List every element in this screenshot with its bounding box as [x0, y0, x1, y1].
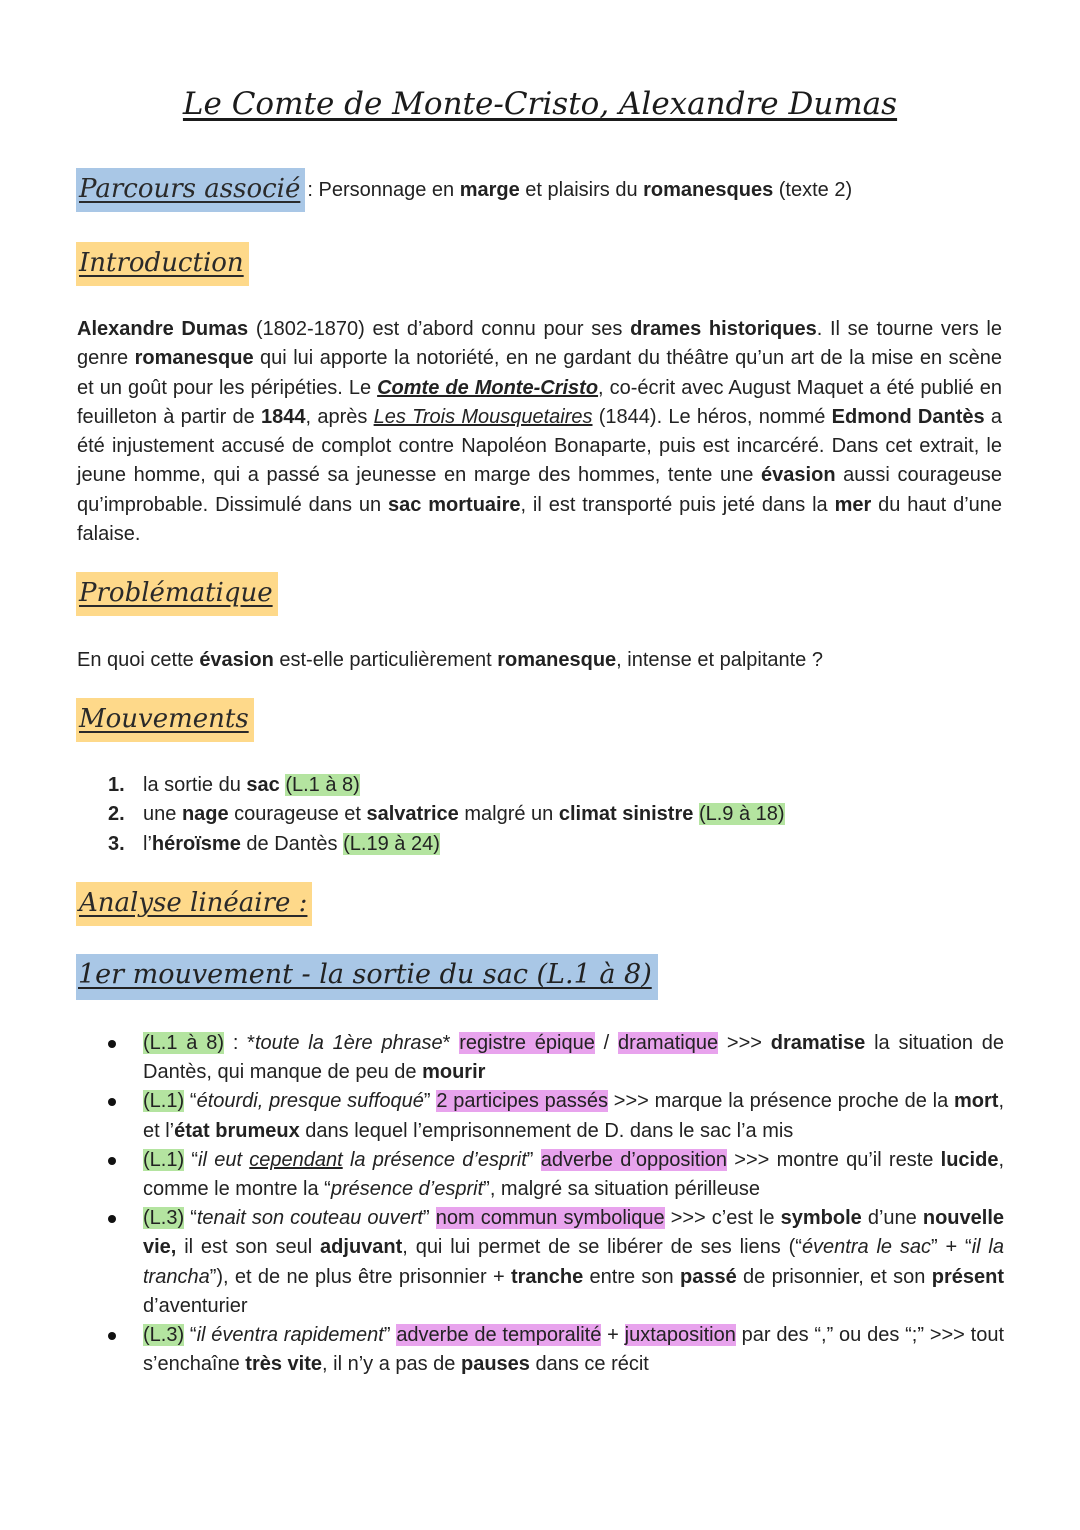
movement-1-heading: 1er mouvement - la sortie du sac (L.1 à 8)	[76, 954, 658, 1000]
bold-text: Edmond Dantès	[831, 405, 985, 428]
bold-text: sac	[246, 774, 280, 796]
bold-text: lucide	[940, 1148, 999, 1171]
text-run: +	[601, 1324, 625, 1347]
text-run: (1844). Le héros, nommé	[592, 405, 832, 428]
introduction-heading: Introduction	[76, 242, 249, 286]
text-run: ”	[526, 1148, 541, 1171]
text-run: est-elle particulièrement	[273, 649, 498, 671]
bold-text: évasion	[761, 464, 836, 487]
bold-text: passé	[679, 1265, 737, 1288]
text-run: “	[184, 1207, 197, 1230]
bold-text: mourir	[422, 1061, 486, 1084]
mouvement-text	[143, 830, 440, 859]
italic-text: présence d’esprit	[330, 1178, 484, 1201]
text-run: d’aventurier	[143, 1294, 248, 1317]
bold-text: état brumeux	[174, 1119, 300, 1142]
bullet-dot-icon	[108, 1157, 116, 1165]
bold-text: très vite	[245, 1353, 323, 1376]
italic-text: étourdi, presque suffoqué	[196, 1090, 424, 1113]
text-run: , co-écrit avec August Maquet a été publié en feuilleton à partir de	[77, 376, 1002, 428]
text-run: : *	[224, 1032, 255, 1054]
mouvement-item	[108, 800, 1008, 829]
text-run: “	[184, 1324, 197, 1347]
text-run: d’une	[861, 1207, 923, 1230]
text-run: de prisonnier, et son	[736, 1265, 932, 1288]
bold-text: climat sinistre	[558, 803, 694, 826]
parcours-line	[76, 168, 1036, 212]
line-reference-highlight: (L.1 à 8)	[143, 1032, 224, 1054]
text-run: >>> montre qu’il reste	[727, 1148, 941, 1171]
bold-text: Alexandre Dumas	[77, 318, 249, 340]
bold-text: tranche	[510, 1265, 584, 1288]
analyse-bullet-list	[108, 1029, 1004, 1379]
text-run: la situation de Dantès, qui manque de peu de	[143, 1032, 1004, 1084]
text-run: a été injustement accusé de complot contre Napoléon Bonaparte, puis est incarcéré. Dans cet extrait, le jeune homme, qui a passé sa jeunesse en marge des hommes, tente une	[77, 405, 1002, 487]
bold-text: mort	[953, 1090, 999, 1113]
italic-text: il éventra rapidement	[196, 1324, 384, 1347]
text-run: En quoi cette	[77, 649, 200, 671]
text-run: “	[184, 1148, 199, 1171]
text-run: dans lequel l’emprisonnement de D. dans le sac l’a mis	[299, 1119, 794, 1142]
line-reference-highlight: dramatique	[618, 1032, 719, 1054]
list-number: 1.	[108, 774, 125, 796]
line-reference-highlight: juxtaposition	[624, 1324, 736, 1347]
bold-text: mer	[834, 493, 872, 516]
mouvement-item	[108, 830, 1008, 859]
bold-text: nouvelle vie,	[143, 1207, 1004, 1259]
text-run: ”), et de ne plus être prisonnier +	[209, 1265, 511, 1288]
bold-text: pauses	[460, 1353, 530, 1376]
italic-text: Les Trois Mousquetaires	[373, 405, 593, 428]
mouvements-list	[108, 771, 1008, 859]
text-run: par des “,” ou des “;” >>> tout s’enchaîne	[143, 1324, 1005, 1376]
text-run: ”	[423, 1207, 436, 1230]
mouvement-text	[143, 771, 360, 800]
list-number: 2.	[108, 803, 125, 826]
text-run: de Dantès	[240, 832, 344, 855]
text-run: *	[442, 1032, 460, 1054]
bold-text: romanesque	[497, 649, 617, 671]
bold-text: drames historiques	[630, 318, 817, 340]
italic-text: toute la 1ère phrase	[254, 1032, 443, 1054]
analyse-bullet-item	[108, 1029, 1004, 1087]
mouvements-heading: Mouvements	[76, 698, 254, 742]
bold-text: symbole	[780, 1207, 862, 1230]
text-run: malgré un	[458, 803, 559, 826]
text-run: /	[594, 1032, 619, 1054]
parcours-text: : Personnage en marge et plaisirs du romanesques (texte 2)	[307, 179, 853, 202]
italic-text: il eut	[198, 1148, 250, 1171]
bold-text: nage	[181, 803, 229, 826]
text-run: “	[184, 1090, 197, 1113]
bold-text: 1844	[261, 405, 306, 428]
text-run: qui lui apporte la notoriété, en ne gardant du théâtre qu’un art de la mise en scène et un goût pour les péripéties. Le	[77, 347, 1002, 399]
bold-text: Comte de Monte-Cristo	[377, 376, 599, 399]
text-run: ”, malgré sa situation périlleuse	[483, 1178, 760, 1201]
line-reference-highlight: adverbe de temporalité	[396, 1324, 602, 1347]
text-run: >>>	[718, 1032, 771, 1054]
bold-text: évasion	[199, 649, 274, 671]
line-reference-highlight: registre épique	[459, 1032, 595, 1054]
text-run: , il est transporté puis jeté dans la	[520, 493, 835, 516]
text-run: dans ce récit	[529, 1353, 649, 1376]
analyse-bullet-item	[108, 1321, 1004, 1379]
text-run: ”	[383, 1324, 397, 1347]
line-reference-highlight: (L.9 à 18)	[698, 803, 785, 826]
bold-text: héroïsme	[151, 832, 241, 855]
introduction-paragraph	[77, 315, 1002, 549]
text-run: (1802-1870) est d’abord connu pour ses	[248, 318, 631, 340]
bold-text: sac mortuaire	[388, 493, 521, 516]
bold-text: présent	[931, 1265, 1004, 1288]
line-reference-highlight: (L.1 à 8)	[285, 774, 360, 796]
list-number: 3.	[108, 832, 125, 855]
problematique-heading: Problématique	[76, 572, 278, 616]
text-run: entre son	[583, 1265, 680, 1288]
bold-text: dramatise	[770, 1032, 866, 1054]
text-run: . Il se tourne vers le genre	[77, 318, 1002, 370]
line-reference-highlight: (L.19 à 24)	[343, 832, 440, 855]
line-reference-highlight: 2 participes passés	[436, 1090, 608, 1113]
text-run: ” + “	[931, 1236, 972, 1259]
mouvement-item	[108, 771, 1008, 800]
analyse-bullet-item	[108, 1087, 1004, 1145]
text-run: courageuse et	[228, 803, 367, 826]
line-reference-highlight: nom commun symbolique	[435, 1207, 665, 1230]
analyse-bullet-item	[108, 1204, 1004, 1321]
italic-text: la présence d’esprit	[342, 1148, 527, 1171]
italic-text: éventra le sac	[801, 1236, 932, 1259]
text-run: il est son seul	[176, 1236, 321, 1259]
text-run: , comme le montre la “	[143, 1148, 1005, 1201]
text-run: aussi courageuse qu’improbable. Dissimulé dans un	[77, 464, 1003, 516]
text-run: la sortie du	[143, 774, 247, 796]
italic-text: il la trancha	[143, 1236, 1004, 1288]
problematique-text	[77, 646, 1002, 675]
bullet-dot-icon	[108, 1098, 116, 1106]
bullet-dot-icon	[108, 1215, 116, 1223]
text-run: >>> marque la présence proche de la	[608, 1090, 954, 1113]
text-run: l’	[143, 832, 152, 855]
line-reference-highlight: (L.3)	[143, 1207, 185, 1230]
italic-text: cependant	[249, 1148, 343, 1171]
bold-text: salvatrice	[366, 803, 459, 826]
text-run: , intense et palpitante ?	[616, 649, 823, 671]
line-reference-highlight: adverbe d’opposition	[540, 1148, 728, 1171]
line-reference-highlight: (L.1)	[143, 1090, 185, 1113]
bold-text: adjuvant	[320, 1236, 403, 1259]
text-run: , il n’y a pas de	[322, 1353, 461, 1376]
analyse-bullet-item	[108, 1146, 1004, 1204]
text-run: du haut d’une falaise.	[77, 493, 1003, 546]
text-run: , après	[305, 405, 374, 428]
line-reference-highlight: (L.3)	[143, 1324, 185, 1347]
italic-text: tenait son couteau ouvert	[196, 1207, 423, 1230]
text-run: , et l’	[143, 1090, 1004, 1142]
text-run: >>> c’est le	[664, 1207, 781, 1230]
text-run: , qui lui permet de se libérer de ses liens (“	[402, 1236, 802, 1259]
text-run: une	[143, 803, 182, 826]
document-title: Le Comte de Monte-Cristo, Alexandre Dumas	[182, 86, 898, 122]
bullet-dot-icon	[108, 1040, 116, 1048]
bold-text: romanesque	[134, 347, 254, 370]
line-reference-highlight: (L.1)	[143, 1148, 185, 1171]
analyse-heading: Analyse linéaire :	[76, 882, 312, 926]
mouvement-text	[143, 800, 785, 829]
parcours-heading: Parcours associé	[76, 168, 305, 212]
bullet-dot-icon	[108, 1332, 116, 1340]
text-run: ”	[423, 1090, 437, 1113]
